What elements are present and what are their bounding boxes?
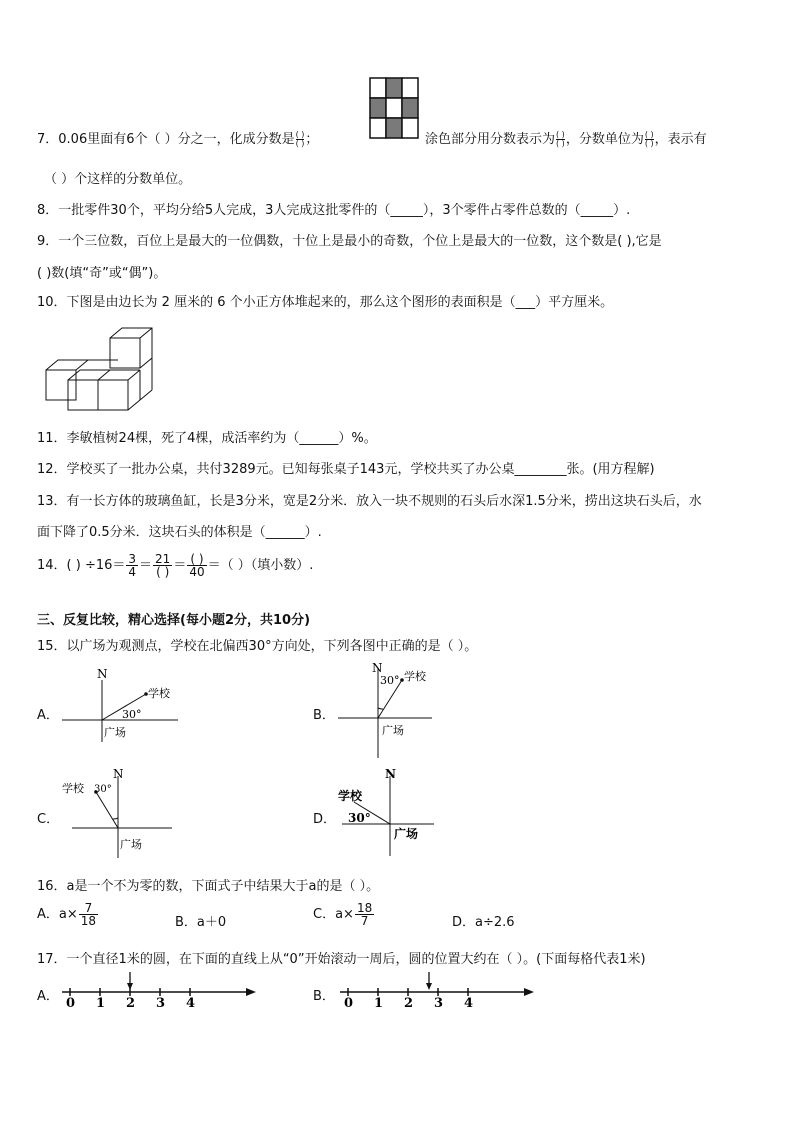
question-12: 12．学校买了一批办公桌，共付3289元。已知每张桌子143元，学校共买了办公桌________张。(用方程解) [37,462,655,477]
q16-a-fraction: $\frac{7}{18}$ [80,901,97,928]
q14-fraction-1: $\frac{3}{4}$ [128,552,137,579]
cube-stack-figure [44,326,156,414]
axis-arrowhead [246,988,256,996]
q15-option-c-label[interactable]: C． [37,812,60,827]
plaza-label: 广场 [394,827,419,841]
q15-option-c-diagram[interactable] [58,764,178,858]
q15-option-a-diagram[interactable] [58,664,188,744]
q7-prefix: 7．0.06里面有6个（ ）分之一，化成分数是 [37,132,295,147]
school-label: 学校 [404,670,426,683]
q16-option-d[interactable]: D．a÷2.6 [452,915,515,930]
angle-label: 30° [348,811,371,825]
q14-fraction-2: $\frac{21}{( )}$ [155,552,171,579]
plaza-label: 广场 [104,726,126,739]
position-arrowhead [127,983,133,990]
axis-arrowhead [524,988,534,996]
question-9-line2: ( )数(填“奇”或“偶”)。 [37,266,167,281]
q7-fraction-blank-2: $\frac{( )}{( )}$ [556,130,565,148]
question-7-line1-right: 涂色部分用分数表示为 $\frac{( )}{( )}$ ，分数单位为 $\frac{( )}{( )}$ ，表示有 [425,130,707,148]
north-label: N [113,767,124,781]
plaza-label: 广场 [382,724,404,737]
q15-option-d-label[interactable]: D． [313,812,337,827]
q15-option-b-label[interactable]: B． [313,708,335,723]
q7-fraction-blank: $\frac{( )}{( )}$ [295,130,305,148]
angle-label: 30° [94,784,112,795]
q15-option-b-diagram[interactable] [334,660,444,762]
tick-label: 3 [156,996,166,1010]
question-10: 10．下图是由边长为 2 厘米的 6 个小正方体堆起来的，那么这个图形的表面积是（___）平方厘米。 [37,295,614,310]
tick-label: 4 [186,996,196,1010]
tick-label: 0 [66,996,76,1010]
north-label: N [385,767,396,781]
school-label: 学校 [338,789,363,803]
tick-label: 1 [96,996,106,1010]
question-16: 16．a是一个不为零的数，下面式子中结果大于a的是（ ）。 [37,879,380,894]
question-7-line2: （ ）个这样的分数单位。 [44,172,192,187]
q16-option-c[interactable]: C．a× $\frac{18}{7}$ [313,901,373,928]
plaza-label: 广场 [120,838,142,851]
position-arrowhead [426,983,432,990]
school-label: 学校 [148,687,170,700]
question-8: 8．一批零件30个，平均分给5人完成，3人完成这批零件的（_____），3个零件占零件总数的（_____）. [37,203,631,218]
q17-option-b-numberline[interactable] [338,970,538,1010]
angle-label: 30° [380,674,400,687]
question-15: 15．以广场为观测点，学校在北偏西30°方向处，下列各图中正确的是（ ）。 [37,639,478,654]
q16-c-fraction: $\frac{18}{7}$ [356,901,373,928]
tick-label: 0 [344,996,354,1010]
section-3-heading: 三、反复比较，精心选择(每小题2分，共10分) [37,613,311,628]
question-13-line2: 面下降了0.5分米．这块石头的体积是（______）. [37,525,322,540]
north-label: N [97,667,108,681]
tick-label: 1 [374,996,384,1010]
question-11: 11．李敏植树24棵，死了4棵，成活率约为（______）%。 [37,431,377,446]
question-7-line1: 7．0.06里面有6个（ ）分之一，化成分数是 $\frac{( )}{( )}$ ； [37,130,319,148]
q16-option-a[interactable]: A．a× $\frac{7}{18}$ [37,901,97,928]
tick-label: 4 [464,996,474,1010]
tick-label: 2 [404,996,414,1010]
north-label: N [372,661,383,675]
tick-label: 2 [126,996,136,1010]
q15-option-d-diagram[interactable] [334,764,444,858]
question-14: 14．( ) ÷16＝ $\frac{3}{4}$ ＝ $\frac{21}{( )}$ ＝ $\frac{( )}{40}$ ＝（ ）（填小数）. [37,552,314,579]
shaded-grid-figure [369,77,419,139]
tick-label: 3 [434,996,444,1010]
q16-option-b[interactable]: B．a＋0 [175,915,227,930]
school-label: 学校 [62,782,84,795]
q17-option-b-label[interactable]: B． [313,989,335,1004]
q7-fraction-blank-3: $\frac{( )}{( )}$ [644,130,654,148]
q17-option-a-numberline[interactable] [60,970,260,1010]
q14-fraction-3: $\frac{( )}{40}$ [189,552,205,579]
q15-option-a-label[interactable]: A． [37,708,59,723]
angle-label: 30° [122,708,142,721]
question-17: 17．一个直径1米的圆，在下面的直线上从“0”开始滚动一周后，圆的位置大约在（ ）。(下面每格代表1米) [37,952,646,967]
question-13-line1: 13．有一长方体的玻璃鱼缸，长是3分米，宽是2分米．放入一块不规则的石头后水深1.5分米，捞出这块石头后，水 [37,494,702,509]
q17-option-a-label[interactable]: A． [37,989,59,1004]
question-9-line1: 9．一个三位数，百位上是最大的一位偶数，十位上是最小的奇数，个位上是最大的一位数，这个数是( ),它是 [37,234,662,249]
